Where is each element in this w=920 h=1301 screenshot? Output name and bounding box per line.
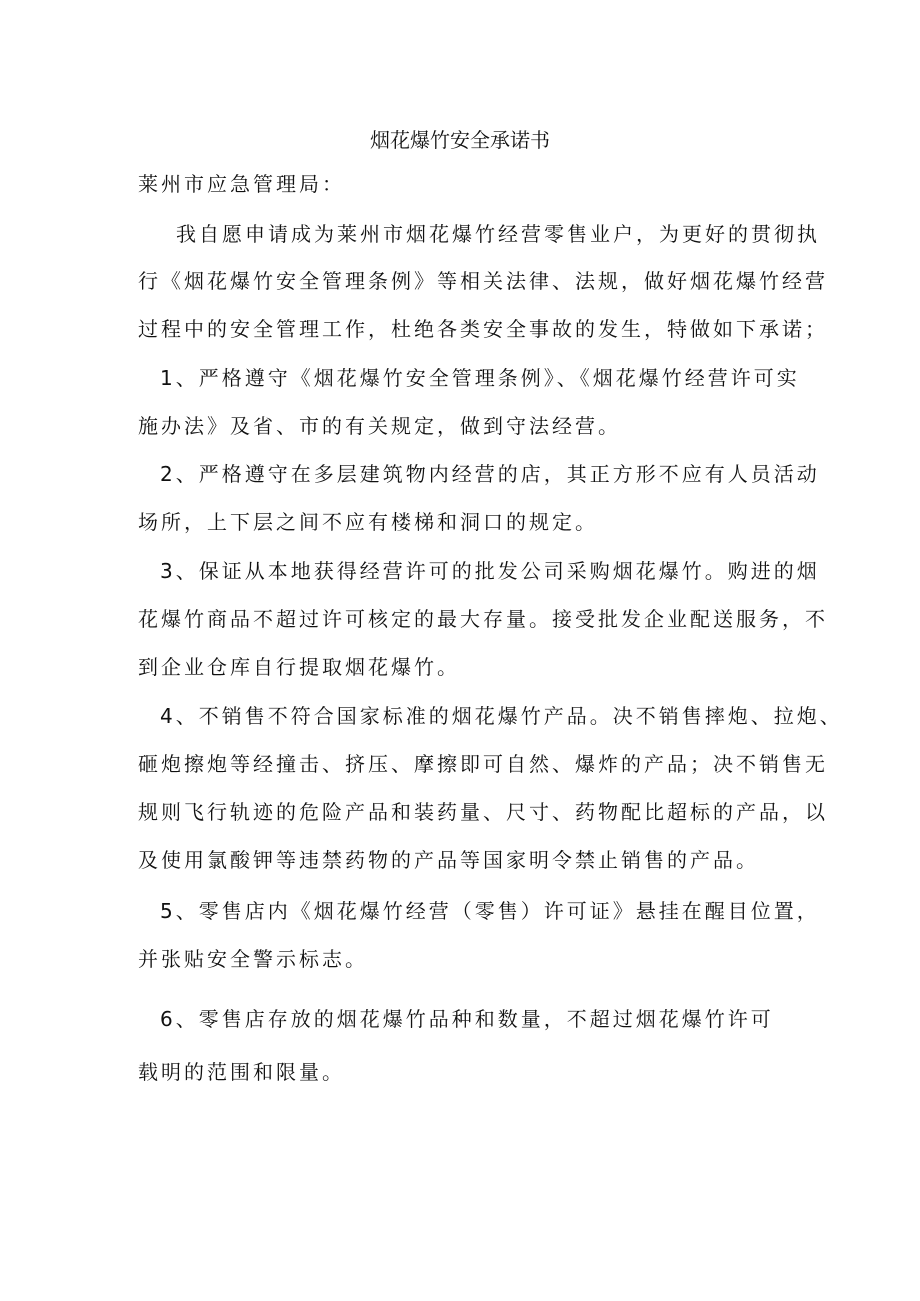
item-4-line-1: 4、不销售不符合国家标准的烟花爆竹产品。决不销售摔炮、拉炮、 [160, 704, 843, 728]
item-3-line-2: 花爆竹商品不超过许可核定的最大存量。接受批发企业配送服务，不 [138, 607, 828, 631]
intro-line-3: 过程中的安全管理工作，杜绝各类安全事故的发生，特做如下承诺； [138, 317, 828, 341]
item-4-line-3: 规则飞行轨迹的危险产品和装药量、尺寸、药物配比超标的产品，以 [138, 800, 828, 824]
item-1-line-1: 1、严格遵守《烟花爆竹安全管理条例》、《烟花爆竹经营许可实 [160, 366, 800, 390]
item-6-line-1: 6、零售店存放的烟花爆竹品种和数量，不超过烟花爆竹许可 [160, 1007, 774, 1031]
item-5-line-1: 5、零售店内《烟花爆竹经营（零售）许可证》悬挂在醒目位置， [160, 899, 820, 923]
document-title: 烟花爆竹安全承诺书 [370, 128, 550, 152]
salutation: 莱州市应急管理局： [138, 172, 345, 196]
item-4-line-2: 砸炮擦炮等经撞击、挤压、摩擦即可自然、爆炸的产品；决不销售无 [138, 752, 828, 776]
intro-line-2: 行《烟花爆竹安全管理条例》等相关法律、法规，做好烟花爆竹经营 [138, 269, 828, 293]
intro-line-1: 我自愿申请成为莱州市烟花爆竹经营零售业户，为更好的贯彻执 [176, 222, 820, 246]
item-2-line-2: 场所，上下层之间不应有楼梯和洞口的规定。 [138, 510, 598, 534]
item-4-line-4: 及使用氯酸钾等违禁药物的产品等国家明令禁止销售的产品。 [138, 848, 759, 872]
item-5-line-2: 并张贴安全警示标志。 [138, 947, 368, 971]
item-2-line-1: 2、严格遵守在多层建筑物内经营的店，其正方形不应有人员活动 [160, 462, 820, 486]
item-3-line-1: 3、保证从本地获得经营许可的批发公司采购烟花爆竹。购进的烟 [160, 559, 820, 583]
item-1-line-2: 施办法》及省、市的有关规定，做到守法经营。 [138, 414, 621, 438]
item-6-line-2: 载明的范围和限量。 [138, 1060, 345, 1084]
item-3-line-3: 到企业仓库自行提取烟花爆竹。 [138, 655, 460, 679]
